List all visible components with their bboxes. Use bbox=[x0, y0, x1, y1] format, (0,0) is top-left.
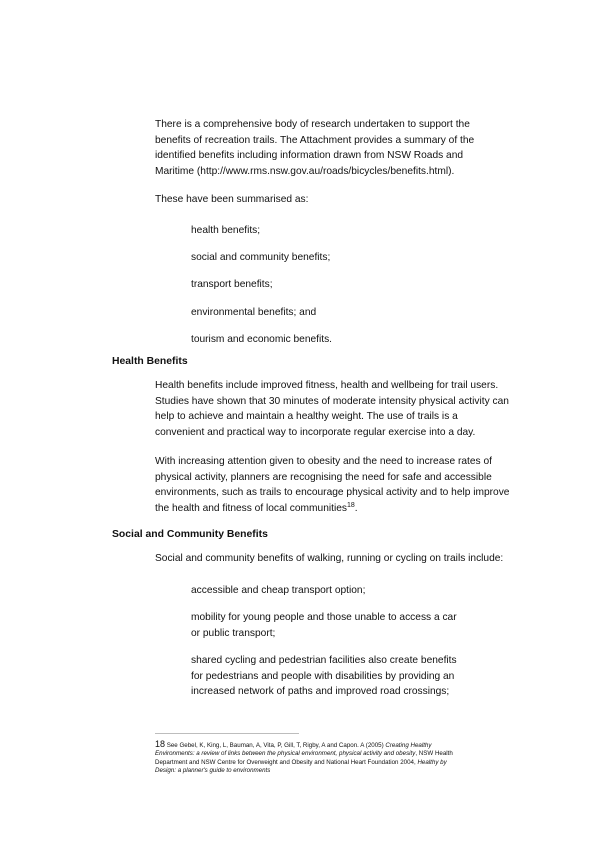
text-line bbox=[155, 501, 525, 517]
benefit-item-text: environmental benefits; and bbox=[191, 307, 317, 318]
text-line: for pedestrians and people with disabilities by providing an bbox=[191, 670, 455, 682]
text-line: convenient and practical way to incorporate regular exercise into a day. bbox=[155, 426, 476, 438]
benefit-item-text: health benefits; bbox=[191, 225, 261, 236]
footnote-line bbox=[155, 767, 525, 775]
footnote-number: 18 bbox=[155, 739, 166, 749]
text-fragment: Healthy by bbox=[417, 758, 447, 766]
text-line: With increasing attention given to obesity and the need to increase rates of bbox=[155, 456, 492, 467]
text-line: Health benefits include improved fitness, health and wellbeing for trail users. bbox=[155, 380, 499, 391]
text-line: help to achieve and maintain a healthy weight. The use of trails is a bbox=[155, 411, 458, 422]
text-line: or public transport; bbox=[191, 627, 276, 639]
social-list-item bbox=[191, 583, 491, 599]
text-line: Maritime (http://www.rms.nsw.gov.au/roads/bicycles/benefits.html). bbox=[155, 165, 455, 177]
benefit-item-text: tourism and economic benefits. bbox=[191, 334, 332, 345]
text-fragment: Department and NSW Centre for Overweight and Obesity and National Heart Foundation 2004, bbox=[155, 758, 418, 766]
footnote bbox=[155, 740, 525, 776]
text-line: identified benefits including information drawn from NSW Roads and bbox=[155, 150, 464, 161]
text-fragment: . bbox=[354, 502, 358, 514]
text-line: shared cycling and pedestrian facilities also create benefits bbox=[191, 655, 457, 666]
text-fragment: the health and fitness of local communities bbox=[155, 502, 347, 514]
text-fragment: Design: a planner's guide to environments bbox=[155, 767, 271, 775]
social-list-item bbox=[191, 653, 491, 700]
text-line: There is a comprehensive body of research undertaken to support the bbox=[155, 119, 470, 130]
benefit-list-item bbox=[191, 305, 491, 321]
health-paragraph-1 bbox=[155, 378, 525, 440]
text-fragment: See Gebel, K, King, L, Bauman, A, Vita, P, Gill, T, Rigby, A and Capon. A (2005) bbox=[165, 742, 386, 749]
footnote-line bbox=[155, 750, 525, 758]
text-line: environments, such as trails to encourage physical activity and to help improve bbox=[155, 487, 510, 498]
social-lead-text: Social and community benefits of walking, running or cycling on trails include: bbox=[155, 553, 504, 564]
text-fragment: Environments: a review of links between the physical environment, physical activity and obesity bbox=[155, 750, 416, 758]
footnote-line bbox=[155, 759, 525, 767]
footnote-line bbox=[155, 740, 525, 750]
section-heading-social: Social and Community Benefits bbox=[112, 529, 268, 540]
benefit-item-text: social and community benefits; bbox=[191, 252, 331, 263]
benefit-list-item bbox=[191, 277, 491, 293]
summary-lead-text: These have been summarised as: bbox=[155, 194, 309, 205]
footnote-reference: 18 bbox=[346, 501, 355, 509]
section-heading-health: Health Benefits bbox=[112, 356, 188, 367]
health-paragraph-2 bbox=[155, 454, 525, 516]
footnote-separator bbox=[155, 733, 299, 734]
social-lead bbox=[155, 551, 525, 567]
benefit-list-item bbox=[191, 223, 491, 239]
benefit-list-item bbox=[191, 332, 491, 348]
summary-lead bbox=[155, 192, 515, 208]
text-line: increased network of paths and improved road crossings; bbox=[191, 686, 450, 697]
text-line: Studies have shown that 30 minutes of moderate intensity physical activity can bbox=[155, 395, 509, 407]
text-fragment: , NSW Health bbox=[415, 750, 453, 758]
text-fragment: Creating Healthy bbox=[385, 742, 432, 749]
text-line: mobility for young people and those unable to access a car bbox=[191, 612, 457, 623]
text-line: physical activity, planners are recognising the need for safe and accessible bbox=[155, 471, 492, 483]
benefit-item-text: transport benefits; bbox=[191, 279, 273, 290]
text-line: accessible and cheap transport option; bbox=[191, 585, 366, 596]
text-line: benefits of recreation trails. The Attachment provides a summary of the bbox=[155, 134, 475, 146]
benefit-list-item bbox=[191, 250, 491, 266]
intro-paragraph bbox=[155, 117, 515, 179]
social-list-item bbox=[191, 610, 491, 641]
